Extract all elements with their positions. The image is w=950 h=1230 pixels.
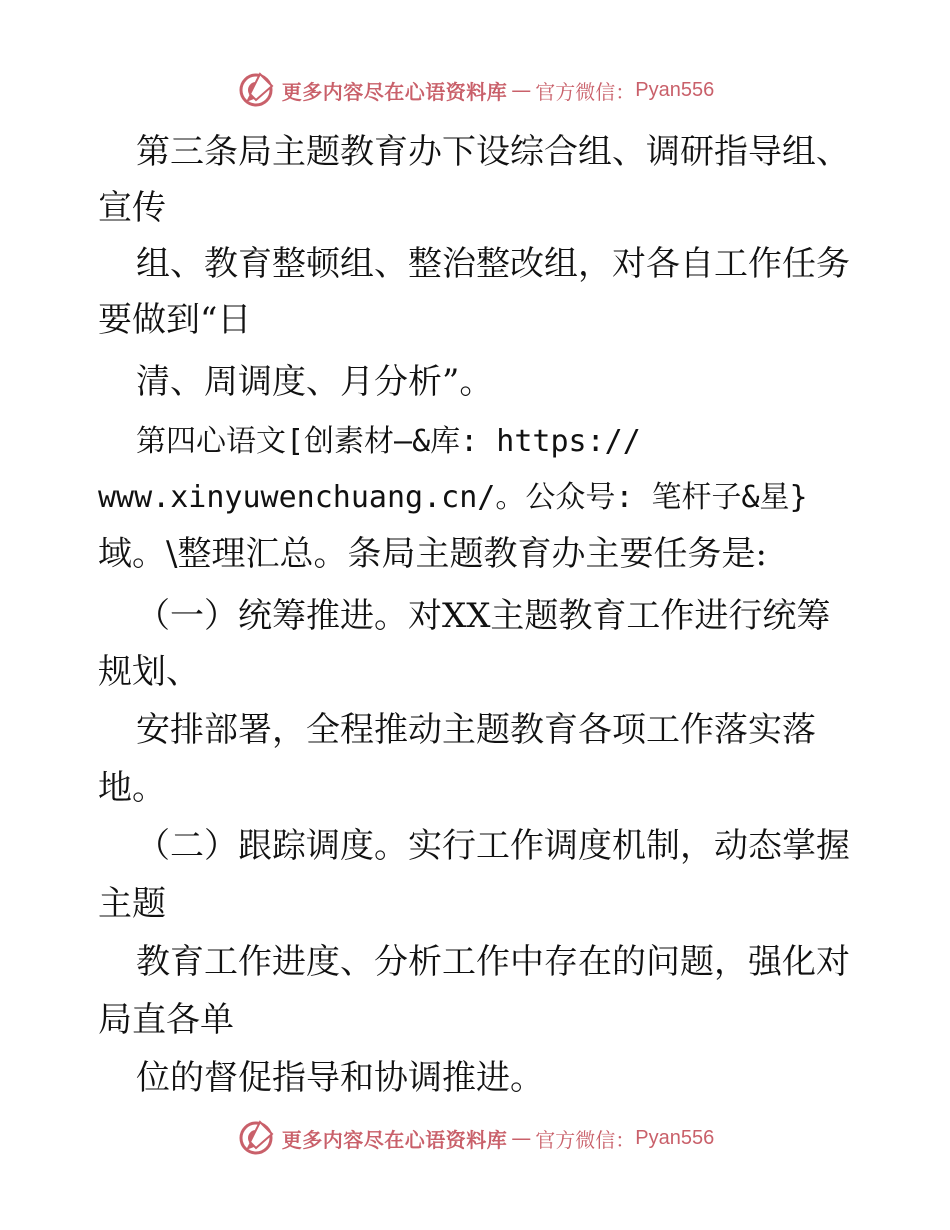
watermark-separator: — [511,78,532,102]
watermark-channel-text: 官方微信： [535,79,636,104]
text-line: 规划、 [98,652,200,692]
text-line: 要做到“日 [98,300,252,340]
watermark-separator: — [511,1126,532,1150]
text-line: 第四心语文[创素材—&库: https:// [136,424,641,459]
text-line: 局直各单 [98,1000,234,1040]
text-line: 教育工作进度、分析工作中存在的问题，强化对 [136,942,850,982]
text-line: 位的督促指导和协调推进。 [136,1058,544,1098]
text-line: 安排部署，全程推动主题教育各项工作落实落 [136,710,816,750]
watermark-main-text: 更多内容尽在心语资料库 [281,79,508,104]
watermark-id-text: Pyan556 [635,1126,715,1149]
watermark-main-text: 更多内容尽在心语资料库 [281,1127,508,1152]
text-line: 地。 [98,768,166,808]
text-line: （二）跟踪调度。实行工作调度机制，动态掌握 [136,826,850,866]
text-line: 清、周调度、月分析”。 [136,362,494,402]
watermark-channel-text: 官方微信： [535,1127,636,1152]
header-watermark [0,70,950,110]
text-line: www.xinyuwenchuang.cn/。公众号: 笔杆子&星} [98,480,808,515]
text-line: 域。\整理汇总。条局主题教育办主要任务是: [98,534,767,574]
text-line: （一）统筹推进。对XX主题教育工作进行统筹 [136,596,831,636]
pen-logo-icon [236,1118,276,1158]
text-line: 主题 [98,884,166,924]
watermark-id-text: Pyan556 [635,78,715,101]
text-line: 第三条局主题教育办下设综合组、调研指导组、 [136,132,850,172]
text-line: 组、教育整顿组、整治整改组，对各自工作任务 [136,244,850,284]
footer-watermark [0,1118,950,1158]
pen-logo-icon [236,70,276,110]
text-line: 宣传 [98,188,166,228]
